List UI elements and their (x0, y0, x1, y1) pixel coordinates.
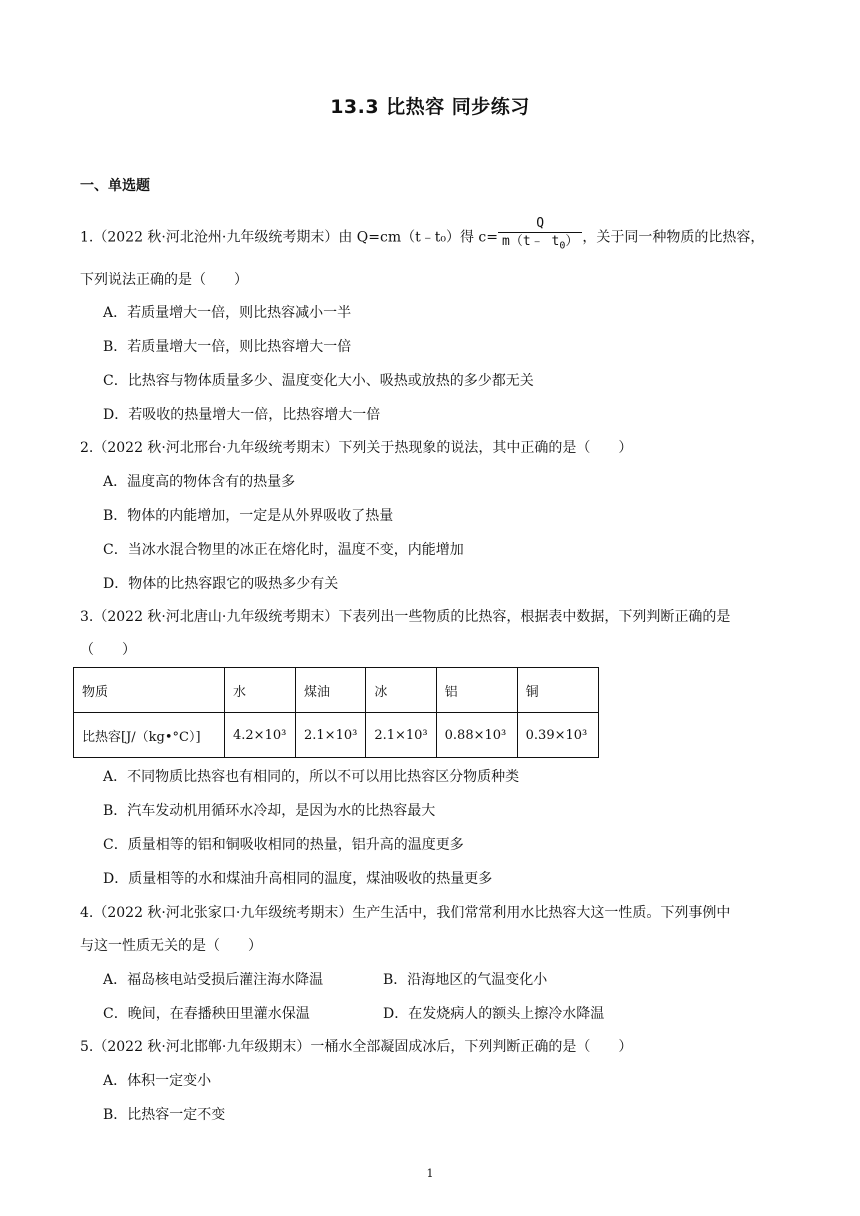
question-2-option-a[interactable]: A．温度高的物体含有的热量多 (103, 474, 296, 490)
specific-heat-table (73, 667, 599, 758)
question-5-option-b[interactable]: B．比热容一定不变 (103, 1107, 226, 1123)
table-row (74, 713, 599, 758)
question-2-stem: 2.（2022 秋·河北邢台·九年级统考期末）下列关于热现象的说法，其中正确的是（ ） (80, 440, 633, 456)
question-1-stem (80, 218, 764, 257)
table-cell: 4.2×10³ (225, 713, 296, 758)
formula-fraction (498, 216, 582, 255)
question-3-stem-line2: （ ） (80, 642, 136, 658)
fraction-denominator-subscript: 0 (559, 240, 566, 252)
section-heading: 一、单选题 (80, 178, 150, 194)
fraction-denominator (498, 232, 582, 255)
table-cell: 水 (225, 668, 296, 713)
question-5-stem: 5.（2022 秋·河北邯郸·九年级期末）一桶水全部凝固成冰后，下列判断正确的是（ ） (80, 1039, 633, 1055)
fraction-numerator: Q (536, 216, 545, 231)
question-1-option-a[interactable]: A．若质量增大一倍，则比热容减小一半 (103, 305, 352, 321)
question-2-option-d[interactable]: D．物体的比热容跟它的吸热多少有关 (103, 576, 339, 592)
question-1-option-c[interactable]: C．比热容与物体质量多少、温度变化大小、吸热或放热的多少都无关 (103, 373, 534, 389)
table-cell: 铜 (517, 668, 598, 713)
question-1-stem-part2: ，关于同一种物质的比热容， (582, 229, 765, 246)
fraction-denominator-close: ） (565, 234, 579, 249)
table-cell: 2.1×10³ (366, 713, 436, 758)
table-cell: 0.88×10³ (436, 713, 517, 758)
page-number: 1 (426, 1167, 434, 1180)
question-2-option-b[interactable]: B．物体的内能增加，一定是从外界吸收了热量 (103, 508, 394, 524)
question-1-option-b[interactable]: B．若质量增大一倍，则比热容增大一倍 (103, 339, 352, 355)
question-3-option-a[interactable]: A．不同物质比热容也有相同的，所以不可以用比热容区分物质种类 (103, 769, 520, 785)
fraction-denominator-text: m（t﹣ t (502, 234, 560, 249)
question-3-option-b[interactable]: B．汽车发动机用循环水冷却，是因为水的比热容最大 (103, 803, 436, 819)
table-cell: 冰 (366, 668, 436, 713)
question-4-option-d[interactable]: D．在发烧病人的额头上擦冷水降温 (383, 1006, 605, 1022)
question-1-option-d[interactable]: D．若吸收的热量增大一倍，比热容增大一倍 (103, 407, 381, 423)
question-3-option-c[interactable]: C．质量相等的铝和铜吸收相同的热量，铝升高的温度更多 (103, 837, 464, 853)
question-1-stem-line2: 下列说法正确的是（ ） (80, 272, 248, 288)
table-cell: 2.1×10³ (296, 713, 366, 758)
table-cell: 比热容[J/（kg•°C）] (74, 713, 225, 758)
table-cell: 铝 (436, 668, 517, 713)
question-5-option-a[interactable]: A．体积一定变小 (103, 1073, 212, 1089)
table-header-row (74, 668, 599, 713)
question-4-option-c[interactable]: C．晚间，在春播秧田里灌水保温 (103, 1006, 310, 1022)
page-title: 13.3 比热容 同步练习 (330, 96, 530, 118)
question-4-option-a[interactable]: A．福岛核电站受损后灌注海水降温 (103, 972, 324, 988)
table-cell: 0.39×10³ (517, 713, 598, 758)
question-3-stem: 3.（2022 秋·河北唐山·九年级统考期末）下表列出一些物质的比热容，根据表中数据，下列判断正确的是 (80, 609, 731, 625)
question-1-stem-part1: 1.（2022 秋·河北沧州·九年级统考期末）由 Q=cm（t﹣t₀）得 c= (80, 229, 498, 246)
question-3-option-d[interactable]: D．质量相等的水和煤油升高相同的温度，煤油吸收的热量更多 (103, 871, 493, 887)
table-cell: 煤油 (296, 668, 366, 713)
question-4-stem: 4.（2022 秋·河北张家口·九年级统考期末）生产生活中，我们常常利用水比热容大这一性质。下列事例中 (80, 905, 731, 921)
question-2-option-c[interactable]: C．当冰水混合物里的冰正在熔化时，温度不变，内能增加 (103, 542, 464, 558)
question-4-stem-line2: 与这一性质无关的是（ ） (80, 938, 262, 954)
table-cell: 物质 (74, 668, 225, 713)
question-4-option-b[interactable]: B．沿海地区的气温变化小 (383, 972, 548, 988)
